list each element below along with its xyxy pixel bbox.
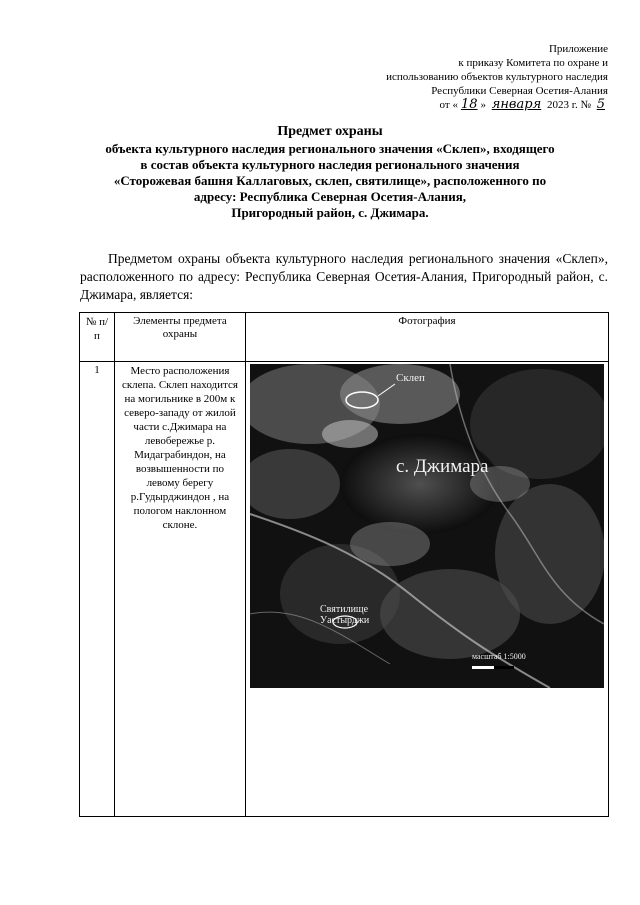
appendix-line: к приказу Комитета по охране и: [458, 57, 608, 69]
row-number: 1: [80, 362, 115, 817]
appendix-line: Приложение: [548, 43, 608, 55]
date-month: января: [491, 97, 542, 112]
title-line: объекта культурного наследия регионального значения «Склеп», входящего: [105, 141, 555, 156]
map-label-sanctuary: Святилище Уастырджи: [320, 604, 370, 626]
intro-paragraph: Предметом охраны объекта культурного наследия регионального значения «Склеп», расположенного по адресу: Республика Северная Осетия-Алания, Пригородный район, с. Джимара, является:: [80, 251, 608, 302]
appendix-line: использованию объектов культурного наследия: [386, 71, 608, 83]
title-line: «Сторожевая башня Каллаговых, склеп, святилище», расположенного по: [113, 173, 547, 188]
date-prefix: от «: [439, 99, 458, 111]
title-line: в состав объекта культурного наследия регионального значения: [140, 157, 520, 172]
title-line: Пригородный район, с. Джимара.: [231, 205, 429, 220]
header-elements: Элементы предмета охраны: [114, 313, 245, 362]
title-heading: Предмет охраны: [277, 124, 383, 139]
appendix-date-line: [288, 98, 608, 112]
satellite-map-image: [250, 364, 604, 688]
map-label-scale: масштаб 1:5000: [472, 652, 526, 661]
protection-table: [79, 312, 609, 817]
appendix-line: Республики Северная Осетия-Алания: [431, 85, 608, 97]
appendix-note: [288, 42, 608, 112]
document-title: [60, 124, 600, 221]
map-label-village: с. Джимара: [396, 456, 489, 477]
satellite-map-texture: [250, 364, 604, 688]
title-line: адресу: Республика Северная Осетия-Алания,: [193, 189, 467, 204]
date-mid: »: [480, 99, 487, 111]
header-number: № п/п: [80, 313, 115, 362]
date-number: 5: [596, 97, 605, 112]
date-year: 2023 г. №: [546, 99, 591, 111]
table-row: [80, 362, 609, 817]
map-label-crypt: Склеп: [396, 372, 425, 384]
header-photo: Фотография: [246, 313, 609, 362]
table-header-row: [80, 313, 609, 362]
row-photo-cell: [246, 362, 609, 817]
row-description: Место расположения склепа. Склеп находится на могильнике в 200м к северо-западу от жилой части с.Джимара на левобережье р. Мидаграбиндон, на возвышенности по левому берегу р.Гудырджиндон , на пологом наклонном склоне.: [114, 362, 245, 817]
date-day: 18: [460, 97, 478, 112]
